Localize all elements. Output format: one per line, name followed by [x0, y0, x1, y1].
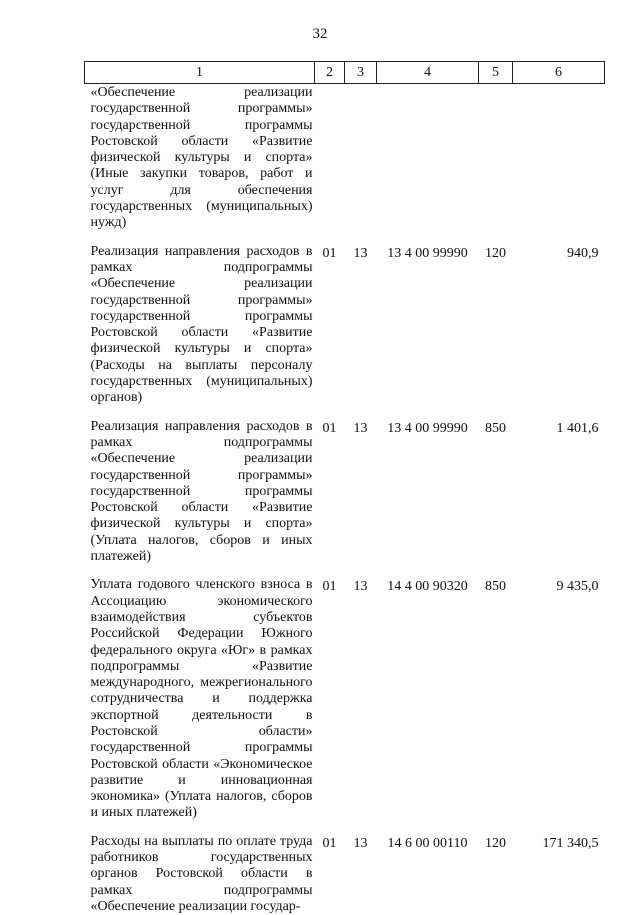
row-section-code: 01	[322, 245, 337, 261]
row-amount: 9 435,0	[556, 579, 599, 595]
row-description: Уплата годового членского взноса в Ассоциацию экономического взаимодействия субъектов Российской Федерации Южного федерального округа «Юг» в рамках подпрограммы «Развитие международного, межрегионального сотрудничества и поддержка экспортной деятельности в Ростовской области» государственной программы Ростовской области «Экономическое развитие и инновационная экономика» (Уплата налогов, сборов и иных платежей)	[90, 577, 313, 821]
column-header-3: 3	[345, 62, 377, 84]
row-target-item-code: 13 4 00 99990	[387, 420, 468, 436]
row-expense-type-code: 120	[485, 245, 506, 261]
row-section-code	[315, 84, 345, 243]
table-row	[85, 576, 605, 832]
row-section-code: 01	[322, 835, 337, 851]
row-section-code: 01	[322, 579, 337, 595]
row-section-code: 01	[322, 420, 337, 436]
row-target-item-code	[377, 84, 479, 243]
row-amount: 171 340,5	[542, 835, 599, 851]
row-expense-type-code: 850	[485, 420, 506, 436]
table-row	[85, 833, 605, 915]
row-expense-type-code: 850	[485, 579, 506, 595]
column-number-row	[85, 62, 605, 84]
row-description: Расходы на выплаты по оплате труда работников государственных органов Ростовской области в рамках подпрограммы «Обеспечение реализации государ-	[90, 833, 313, 914]
table-row	[85, 418, 605, 577]
row-description: Реализация направления расходов в рамках подпрограммы «Обеспечение реализации государственной программы» государственной программы Ростовской области «Развитие физической культуры и спорта» (Уплата налогов, сборов и иных платежей)	[90, 418, 313, 565]
column-header-4: 4	[377, 62, 479, 84]
row-amount: 940,9	[567, 245, 599, 261]
column-header-2: 2	[315, 62, 345, 84]
row-description: Реализация направления расходов в рамках подпрограммы «Обеспечение реализации государственной программы» государственной программы Ростовской области «Развитие физической культуры и спорта» (Расходы на выплаты персоналу государственных (муниципальных) органов)	[90, 243, 313, 406]
row-subsection-code: 13	[353, 245, 368, 261]
table-row	[85, 84, 605, 243]
row-target-item-code: 14 4 00 90320	[387, 579, 468, 595]
row-amount: 1 401,6	[556, 420, 599, 436]
budget-table	[84, 61, 605, 915]
row-amount	[513, 84, 605, 243]
row-target-item-code: 13 4 00 99990	[387, 245, 468, 261]
row-subsection-code: 13	[353, 420, 368, 436]
row-subsection-code: 13	[353, 579, 368, 595]
row-subsection-code	[345, 84, 377, 243]
row-expense-type-code	[479, 84, 513, 243]
row-target-item-code: 14 6 00 00110	[387, 835, 468, 851]
column-header-6: 6	[513, 62, 605, 84]
column-header-5: 5	[479, 62, 513, 84]
row-expense-type-code: 120	[485, 835, 506, 851]
page-number: 32	[312, 26, 328, 42]
row-description: «Обеспечение реализации государственной программы» государственной программы Ростовской области «Развитие физической культуры и спорта» (Иные закупки товаров, работ и услуг для обеспечения государственных (муниципальных) нужд)	[90, 85, 313, 231]
column-header-1: 1	[85, 62, 315, 84]
table-row	[85, 243, 605, 418]
row-subsection-code: 13	[353, 835, 368, 851]
